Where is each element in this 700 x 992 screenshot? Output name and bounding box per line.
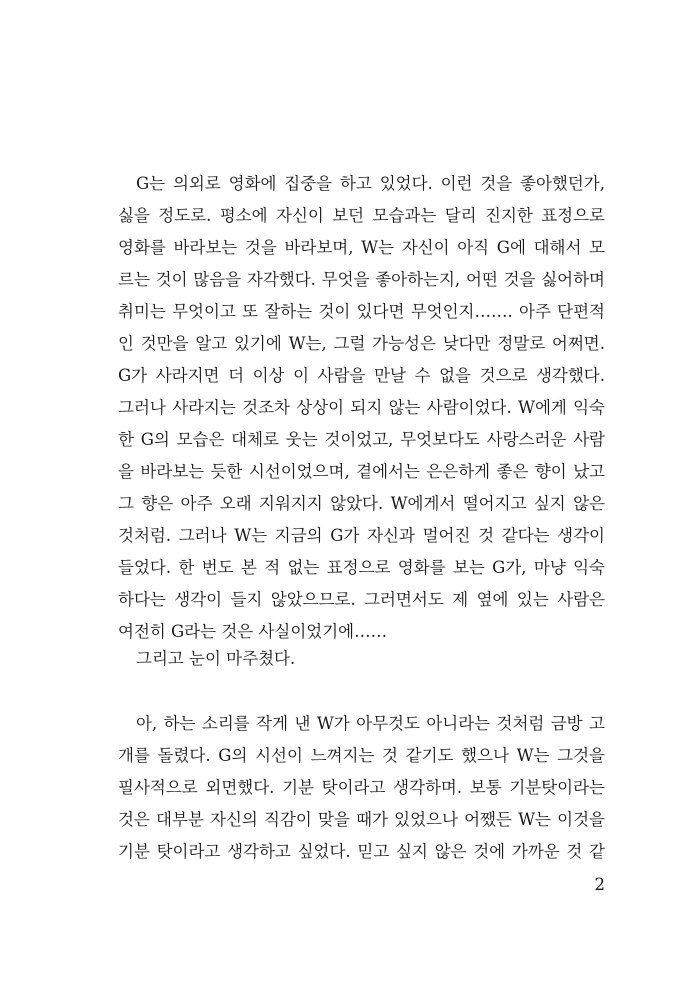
text-line: 을 바라보는 듯한 시선이었으며, 곁에서는 은은하게 좋은 향이 났고	[118, 462, 605, 481]
text-line: 것처럼. 그러나 W는 지금의 G가 자신과 멀어진 것 같다는 생각이	[118, 526, 605, 545]
text-line: 그리고 눈이 마주쳤다.	[136, 649, 296, 668]
text-line: 취미는 무엇이고 또 잘하는 것이 있다면 무엇인지……. 아주 단편적	[118, 302, 605, 321]
text-line: 여전히 G라는 것은 사실이었기에……	[118, 622, 388, 641]
text-line: 그러나 사라지는 것조차 상상이 되지 않는 사람이었다. W에게 익숙	[118, 398, 605, 417]
text-line: 인 것만을 알고 있기에 W는, 그럴 가능성은 낮다만 정말로 어쩌면.	[118, 334, 605, 353]
text-line: 것은 대부분 자신의 직감이 맞을 때가 있었으나 어쨌든 W는 이것을	[118, 810, 605, 829]
text-line: 그 향은 아주 오래 지워지지 않았다. W에게서 떨어지고 싶지 않은	[118, 494, 605, 513]
text-line: 르는 것이 많음을 자각했다. 무엇을 좋아하는지, 어떤 것을 싫어하며	[118, 270, 605, 289]
text-line: 필사적으로 외면했다. 기분 탓이라고 생각하며. 보통 기분탓이라는	[118, 778, 605, 797]
text-line: 영화를 바라보는 것을 바라보며, W는 자신이 아직 G에 대해서 모	[118, 238, 605, 257]
text-line: 개를 돌렸다. G의 시선이 느껴지는 것 같기도 했으나 W는 그것을	[118, 746, 605, 765]
text-line: 싫을 정도로. 평소에 자신이 보던 모습과는 달리 진지한 표정으로	[118, 206, 605, 225]
text-line: 아, 하는 소리를 작게 낸 W가 아무것도 아니라는 것처럼 금방 고	[136, 714, 605, 733]
paragraph-2	[118, 643, 605, 675]
text-line: 기분 탓이라고 생각하고 싶었다. 믿고 싶지 않은 것에 가까운 것 같	[118, 842, 605, 861]
text-line: 들었다. 한 번도 본 적 없는 표정으로 영화를 보는 G가, 마냥 익숙	[118, 558, 605, 577]
text-line: G는 의외로 영화에 집중을 하고 있었다. 이런 것을 좋아했던가,	[136, 174, 605, 193]
text-line: G가 사라지면 더 이상 이 사람을 만날 수 없을 것으로 생각했다.	[118, 366, 605, 385]
text-line: 하다는 생각이 들지 않았으므로. 그러면서도 제 옆에 있는 사람은	[118, 590, 605, 609]
paragraph-1	[118, 168, 605, 648]
paragraph-3	[118, 708, 605, 868]
page-number: 2	[594, 875, 605, 894]
text-line: 한 G의 모습은 대체로 웃는 것이었고, 무엇보다도 사랑스러운 사람	[118, 430, 605, 449]
